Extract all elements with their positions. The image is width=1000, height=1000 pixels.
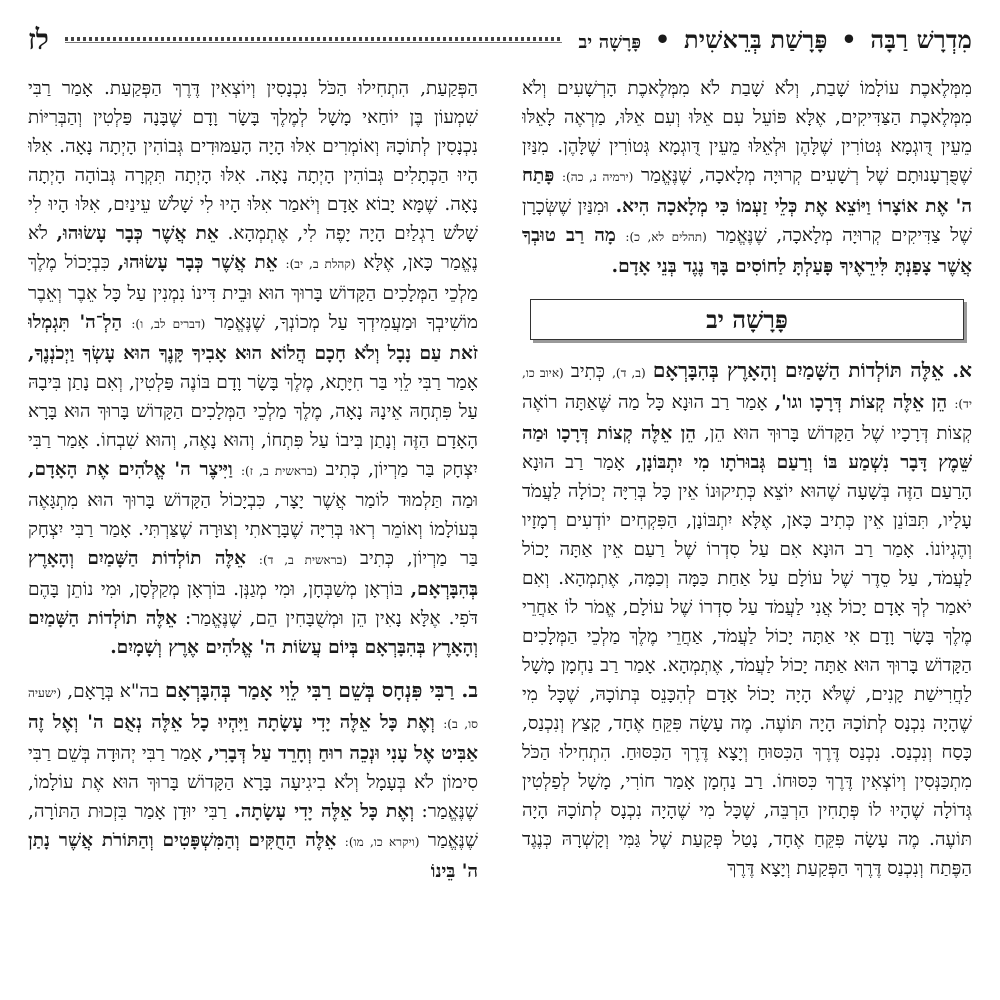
page-number: לז xyxy=(28,23,49,56)
separator-dot: • xyxy=(654,25,671,54)
parsha-name: פָּרָשַׁת בְּרֵאשִׁית xyxy=(683,25,828,54)
left-column xyxy=(28,74,478,994)
paragraph: ב. רַבִּי פִּנְחָס בְּשֵׁם רַבִּי לֵוִי אָמַר בְּהִבָּרְאָם בה"א בְּרָאָם, (ישעיה סו, ב): וְאֶת כָּל אֵלֶּה יָדִי עָשָׂתָה וַיִּהְיוּ כָל אֵלֶּה נְאֻם ה' וְאֶל זֶה אַבִּיט אֶל עָנִי וּנְכֵה רוּחַ וְחָרֵד עַל דְּבָרִי, אָמַר רַבִּי יְהוּדָה בְּשֵׁם רַבִּי סִימוֹן לֹא בְּעָמָל וְלֹא בִיגִיעָה בָּרָא הַקָּדוֹשׁ בָּרוּךְ הוּא אֶת עוֹלָמוֹ, שֶׁנֶּאֱמַר: וְאֶת כָּל אֵלֶּה יָדִי עָשָׂתָה. רַבִּי יוּדָן אָמַר בִּזְכוּת הַתּוֹרָה, שֶׁנֶּאֱמַר (ויקרא כו, מו): אֵלֶּה הַחֻקִּים וְהַמִּשְׁפָּטִים וְהַתּוֹרֹת אֲשֶׁר נָתַן ה' בֵּינוֹ xyxy=(28,678,478,882)
right-column xyxy=(522,74,972,994)
header-rule xyxy=(65,37,563,43)
paragraph: מִמְּלֶאכֶת עוֹלָמוֹ שָׁבַת, וְלֹא שָׁבַת לֹא מִמְּלֶאכֶת הָרְשָׁעִים וְלֹא מִמְּלֶאכֶת הַצַּדִּיקִים, אֶלָּא פּוֹעֵל עִם אֵלּוּ וְעִם אֵלּוּ, מַרְאֶה לָאֵלּוּ מֵעֵין דֻּוגְמָא גְּטוֹרִין שֶׁלָּהֶן וּלְאֵלּוּ מֵעֵין דֻּוגְמָא גְּטוֹרִין שֶׁלָּהֶן. מִנַּיִן שֶׁפֻּרְעָנוּתָם שֶׁל רְשָׁעִים קְרוּיָה מְלָאכָה, שֶׁנֶּאֱמַר (ירמיה נ, כה): פָּתַח ה' אֶת אוֹצָרוֹ וַיּוֹצֵא אֶת כְּלֵי זַעְמוֹ כִּי מְלָאכָה הִיא. וּמִנַּיִן שֶׁשְּׂכָרָן שֶׁל צַדִּיקִים קְרוּיָה מְלָאכָה, שֶׁנֶּאֱמַר (תהלים לא, כ): מָה רַב טוּבְךָ אֲשֶׁר צָפַנְתָּ לִּירֵאֶיךָ פָּעַלְתָּ לַחוֹסִים בָּךְ נֶגֶד בְּנֵי אָדָם. xyxy=(522,78,972,277)
text-columns xyxy=(28,74,972,994)
running-head xyxy=(578,25,972,55)
section-name: פָּרָשָׁה יב xyxy=(578,32,642,53)
page-header xyxy=(28,18,972,62)
paragraph: א. אֵלֶּה תּוֹלְדוֹת הַשָּׁמַיִם וְהָאָרֶץ בְּהִבָּרְאָם (ב, ד), כְּתִיב (איוב כו, יד): הֵן אֵלֶּה קְצוֹת דְּרָכָו וגו', אָמַר רַב הוּנָא כָּל מַה שֶּׁאַתָּה רוֹאֶה קְצוֹת דְּרָכָיו שֶׁל הַקָּדוֹשׁ בָּרוּךְ הוּא הֵן, הֵן אֵלֶּה קְצוֹת דְּרָכָו וּמַה שֵּׁמֶץ דָּבָר נִשְׁמַע בּוֹ וְרַעַם גְּבוּרֹתָו מִי יִתְבּוֹנָן, אָמַר רַב הוּנָא הָרַעַם הַזֶּה בְּשָׁעָה שֶׁהוּא יוֹצֵא כְּתִיקוּנוֹ אֵין כָּל בְּרִיָּה יְכוֹלָה לַעֲמֹד עָלָיו, תִּבּוֹנֵן אֵין כְּתִיב כָּאן, אֶלָּא יִתְבּוֹנָן, הַפִּקְחִים יוֹדְעִים רְמָזָיו וְהֶגְיוֹנוֹ. אָמַר רַב הוּנָא אִם עַל סִדְרוֹ שֶׁל רַעַם אֵין אַתָּה יָכוֹל לַעֲמֹד, עַל סֵדֶר שֶׁל עוֹלָם עַל אַחַת כַּמָּה וְכַמָּה, אֶתְמְהָא. וְאִם יֹאמַר לְךָ אָדָם יָכוֹל אֲנִי לַעֲמֹד עַל סִדְרוֹ שֶׁל עוֹלָם, אֱמֹר לוֹ אַחֲרֵי מֶלֶךְ בָּשָׂר וָדָם אִי אַתָּה יָכוֹל לַעֲמֹד, אַחֲרֵי מֶלֶךְ מַלְכֵי הַמְּלָכִים הַקָּדוֹשׁ בָּרוּךְ הוּא אַתָּה יָכוֹל לַעֲמֹד, אֶתְמְהָא. אָמַר רַב נַחְמָן מָשָׁל לַחֲרִישַׁת קָנִים, שֶׁלֹּא הָיָה יָכוֹל אָדָם לְהִכָּנֵס בְּתוֹכָהּ, שֶׁכָּל מִי שֶׁהָיָה נִכְנָס לְתוֹכָהּ הָיָה תּוֹעֶה. מֶה עָשָׂה פִּקֵּחַ אֶחָד, קָצַץ וְנִכְנַס, כָּסַח וְנִכְנַס. נִכְנַס דֶּרֶךְ הַכִּסּוּחַ וְיָצָא דֶּרֶךְ הַכִּסּוּחַ. הִתְחִילוּ הַכֹּל מִתְכַּנְּסִין וְיוֹצְאִין דֶּרֶךְ כִּסּוּחוֹ. רַב נַחְמָן אָמַר חוֹרִי, מָשָׁל לְפַלְטִין גְּדוֹלָה שֶׁהָיוּ לוֹ פְּתָחִין הַרְבֵּה, שֶׁכָּל מִי שֶׁהָיָה נִכְנָס לְתוֹכָהּ הָיָה תּוֹעֶה. מֶה עָשָׂה פִּקֵּחַ אֶחָד, נָטַל פְּקַעַת שֶׁל גַּמִּי וְקָשְׁרָהּ כְּנֶגֶד הַפֶּתַח וְנִכְנַס דֶּרֶךְ הַפְּקַעַת וְיָצָא דֶּרֶךְ xyxy=(522,358,972,879)
book-title: מִדְרָשׁ רַבָּה xyxy=(870,25,972,54)
paragraph: הַפְּקַעַת, הִתְחִילוּ הַכֹּל נִכְנָסִין וְיוֹצְאִין דֶּרֶךְ הַפְּקַעַת. אָמַר רַבִּי שִׁמְעוֹן בֶּן יוֹחַאי מָשָׁל לְמֶלֶךְ בָּשָׂר וָדָם שֶׁבָּנָה פַּלְטִין וְהַבְּרִיּוֹת נִכְנָסִין לְתוֹכָהּ וְאוֹמְרִים אִלּוּ הָיָה הָעַמּוּדִים גְּבוֹהִין הָיְתָה נָאָה. אִלּוּ הָיוּ הַכְּתָלִים גְּבוֹהִין הָיְתָה נָאָה. אִלּוּ הָיְתָה תִּקְרָה גְּבוֹהָה הָיְתָה נָאָה. שֶׁמָּא יָבוֹא אָדָם וְיֹאמַר אִלּוּ הָיוּ לִי שָׁלֹשׁ עֵינַיִם, אִלּוּ הָיוּ לִי שָׁלֹשׁ רַגְלַיִם הָיָה יָפֶה לִי, אֶתְמְהָא. אֵת אֲשֶׁר כְּבָר עָשׂוּהוּ, לֹא נֶאֱמַר כָּאן, אֶלָּא (קהלת ב, יב): אֵת אֲשֶׁר כְּבָר עָשׂוּהוּ, כִּבְיָכוֹל מֶלֶךְ מַלְכֵי הַמְּלָכִים הַקָּדוֹשׁ בָּרוּךְ הוּא וּבֵית דִּינוֹ נִמְנִין עַל כָּל אֵבֶר וְאֵבֶר מוֹשִׁיבְךָ וּמַעֲמִידְךָ עַל מְכוֹנְךָ, שֶׁנֶּאֱמַר (דברים לב, ו): הַלְ־ה' תִּגְמְלוּ זֹאת עַם נָבָל וְלֹא חָכָם הֲלוֹא הוּא אָבִיךָ קָּנֶךָ הוּא עָשְׂךָ וַיְכֹנְנֶךָ, אָמַר רַבִּי לֵוִי בַּר חִיָּתָא, מֶלֶךְ בָּשָׂר וָדָם בּוֹנֶה פַּלְטִין, וְאִם נָתַן בִּיבָהּ עַל פִּתְחָהּ אֵינָהּ נָאָה, מֶלֶךְ מַלְכֵי הַמְּלָכִים הַקָּדוֹשׁ בָּרוּךְ הוּא בָּרָא הָאָדָם הַזֶּה וְנָתַן בִּיבוֹ עַל פִּתְחוֹ, וְהוּא נָאֶה, וְהוּא שִׁבְחוֹ. אָמַר רַבִּי יִצְחָק בַּר מַרְיוֹן, כְּתִיב (בראשית ב, ז): וַיִּיצֶר ה' אֱלֹהִים אֶת הָאָדָם, וּמַה תַּלְמוּד לוֹמַר אֲשֶׁר יָצָר, כִּבְיָכוֹל הַקָּדוֹשׁ בָּרוּךְ הוּא מִתְגָּאֶה בְּעוֹלָמוֹ וְאוֹמֵר רְאוּ בְּרִיָּה שֶׁבָּרָאתִי וְצוּרָה שֶׁצַּרְתִּי. אָמַר רַבִּי יִצְחָק בַּר מַרְיוֹן, כְּתִיב (בראשית ב, ד): אֵלֶּה תוֹלְדוֹת הַשָּׁמַיִם וְהָאָרֶץ בְּהִבָּרְאָם, בּוֹרְאָן מְשַׁבְּחָן, וּמִי מְגַנְּן. בּוֹרְאָן מְקַלְּסָן, וּמִי נוֹתֵן בָּהֶם דֹּפִי. אֶלָּא נָאִין הֵן וּמְשֻׁבָּחִין הֵם, שֶׁנֶּאֱמַר: אֵלֶּה תוֹלְדוֹת הַשָּׁמַיִם וְהָאָרֶץ בְּהִבָּרְאָם בְּיוֹם עֲשׂוֹת ה' אֱלֹהִים אֶרֶץ וְשָׁמָיִם. xyxy=(28,78,478,658)
section-heading: פָּרָשָׁה יב xyxy=(530,299,964,340)
separator-dot: • xyxy=(841,25,857,54)
